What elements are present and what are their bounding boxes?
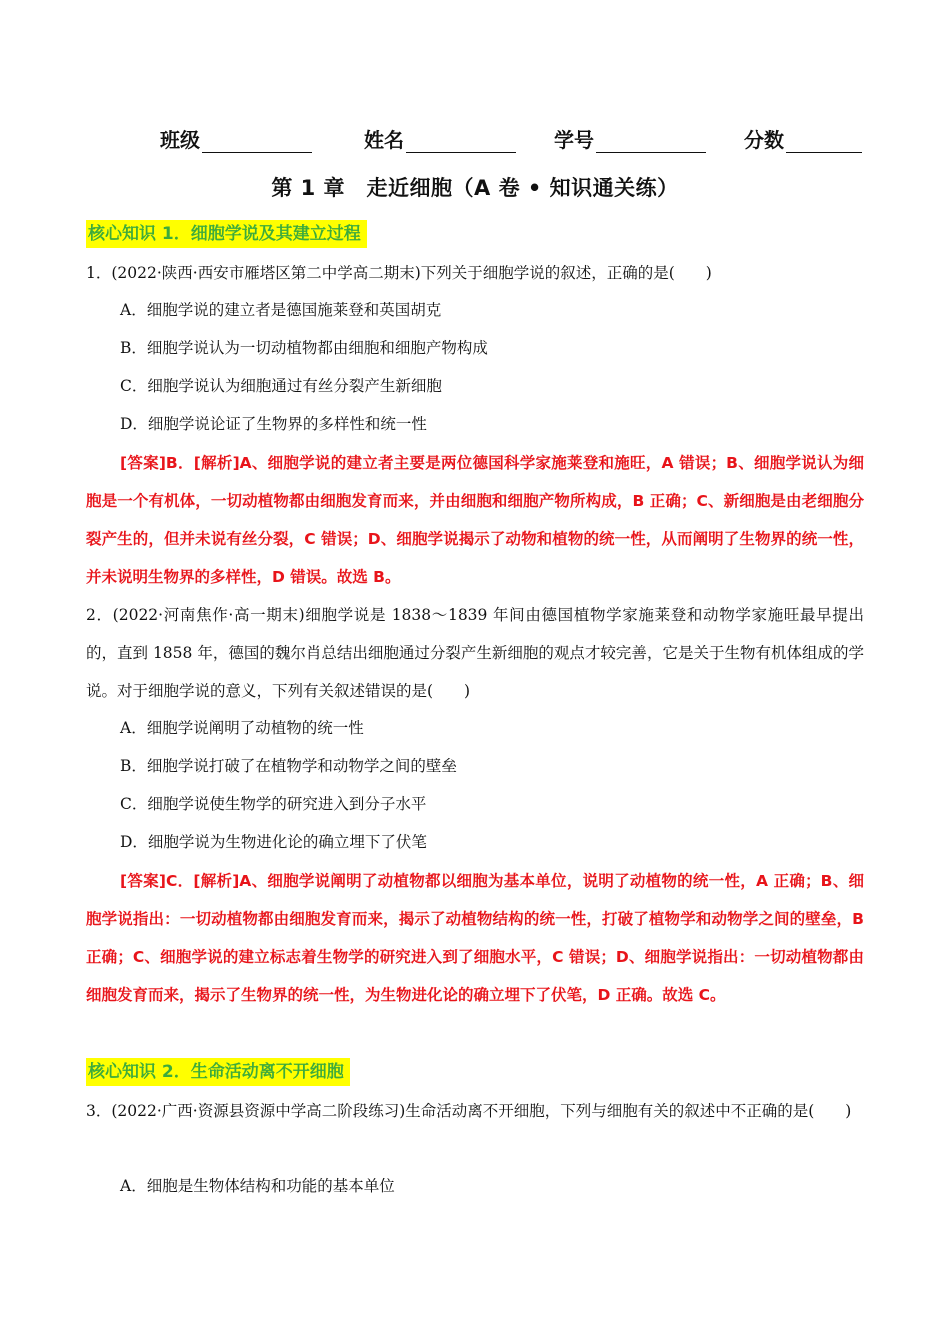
question-3-stem: 3．(2022·广西·资源县资源中学高二阶段练习)生命活动离不开细胞，下列与细胞有关的叙述中不正确的是( ) — [86, 1102, 852, 1120]
student-id-field[interactable] — [554, 124, 706, 153]
question-1-option-c: C．细胞学说认为细胞通过有丝分裂产生新细胞 — [120, 377, 442, 395]
name-label: 姓名 — [364, 128, 404, 152]
question-1-answer: [答案]B．[解析]A、细胞学说的建立者主要是两位德国科学家施莱登和施旺，A 错误；B、细胞学说认为细胞是一个有机体，一切动植物都由细胞发育而来，并由细胞和细胞产物所构成，B 正确；C、新细胞是由老细胞分裂产生的，但并未说有丝分裂，C 错误；D、细胞学说揭示了动物和植物的统一性，从而阐明了生物界的统一性，并未说明生物界的多样性，D 错误。故选 B。 — [86, 454, 864, 586]
question-1-option-b: B．细胞学说认为一切动植物都由细胞和细胞产物构成 — [120, 339, 488, 357]
student-info-row — [160, 124, 865, 158]
question-3-option-a: A．细胞是生物体结构和功能的基本单位 — [120, 1177, 395, 1195]
score-field[interactable] — [744, 124, 862, 153]
question-2-answer: [答案]C．[解析]A、细胞学说阐明了动植物都以细胞为基本单位，说明了动植物的统一性，A 正确；B、细胞学说指出：一切动植物都由细胞发育而来，揭示了动植物结构的统一性，打破了植物学和动物学之间的壁垒，B 正确；C、细胞学说的建立标志着生物学的研究进入到了细胞水平，C 错误；D、细胞学说指出：一切动植物都由细胞发育而来，揭示了生物界的统一性，为生物进化论的确立埋下了伏笔，D 正确。故选 C。 — [86, 872, 864, 1004]
question-2-stem: 2．(2022·河南焦作·高一期末)细胞学说是 1838～1839 年间由德国植物学家施莱登和动物学家施旺最早提出的，直到 1858 年，德国的魏尔肖总结出细胞通过分裂产生新细胞的观点才较完善，它是关于生物有机体组成的学说。对于细胞学说的意义，下列有关叙述错误的是( ) — [86, 606, 864, 700]
question-1-option-a: A．细胞学说的建立者是德国施莱登和英国胡克 — [120, 301, 442, 319]
question-2-option-c: C．细胞学说使生物学的研究进入到分子水平 — [120, 795, 427, 813]
class-field[interactable] — [160, 124, 312, 153]
question-2-option-d: D．细胞学说为生物进化论的确立埋下了伏笔 — [120, 833, 427, 851]
page-title: 第 1 章 走近细胞（A 卷 • 知识通关练） — [271, 176, 679, 200]
student-id-label: 学号 — [554, 128, 594, 152]
question-1-option-d: D．细胞学说论证了生物界的多样性和统一性 — [120, 415, 427, 433]
class-label: 班级 — [160, 128, 200, 152]
section-heading-1: 核心知识 1．细胞学说及其建立过程 — [86, 220, 367, 248]
question-2-option-a: A．细胞学说阐明了动植物的统一性 — [120, 719, 364, 737]
name-field[interactable] — [364, 124, 516, 153]
score-label: 分数 — [744, 128, 784, 152]
question-2-option-b: B．细胞学说打破了在植物学和动物学之间的壁垒 — [120, 757, 457, 775]
question-1-stem: 1．(2022·陕西·西安市雁塔区第二中学高二期末)下列关于细胞学说的叙述，正确的是( ) — [86, 264, 712, 282]
section-heading-2: 核心知识 2．生命活动离不开细胞 — [86, 1058, 350, 1086]
